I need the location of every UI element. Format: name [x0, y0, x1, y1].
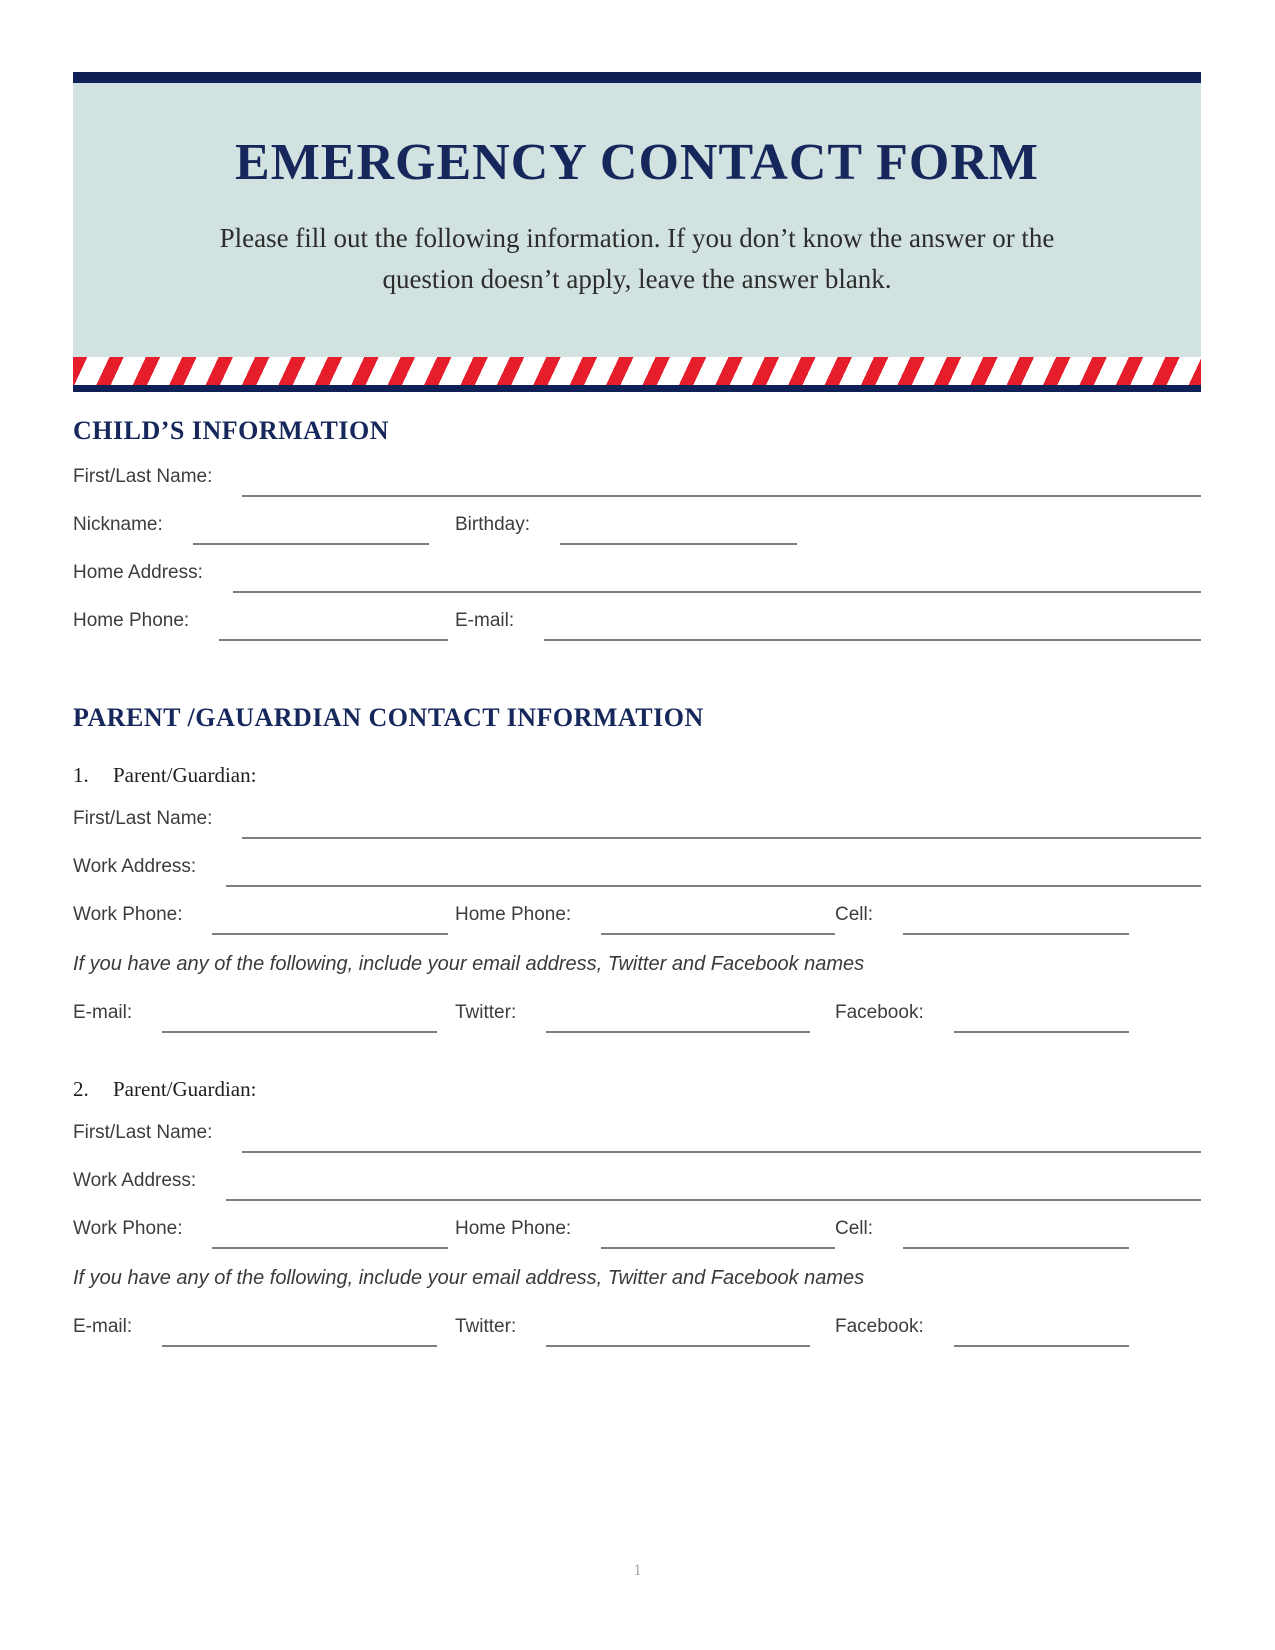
parent2-item — [73, 1077, 1201, 1102]
parent1-phones-row — [73, 888, 1201, 935]
parent2-cell-label: Cell: — [835, 1218, 874, 1239]
parent1-work-phone-field[interactable] — [212, 933, 448, 935]
child-first-last-name-field[interactable] — [242, 495, 1201, 497]
parent2-first-last-name-field[interactable] — [242, 1151, 1201, 1153]
parent1-item — [73, 763, 1201, 788]
parent2-facebook-field[interactable] — [954, 1345, 1129, 1347]
parent1-email-field[interactable] — [162, 1031, 437, 1033]
parent1-facebook-field[interactable] — [954, 1031, 1129, 1033]
child-home-address-row — [73, 546, 1201, 593]
parent2-home-phone-label: Home Phone: — [455, 1218, 572, 1239]
parent2-work-phone-field[interactable] — [212, 1247, 448, 1249]
child-home-phone-field[interactable] — [219, 639, 448, 641]
child-birthday-field[interactable] — [560, 543, 797, 545]
parent2-cell-field[interactable] — [903, 1247, 1129, 1249]
child-first-last-name-row — [73, 450, 1201, 497]
parent2-email-field[interactable] — [162, 1345, 437, 1347]
child-nickname-field[interactable] — [193, 543, 429, 545]
parent1-home-phone-label: Home Phone: — [455, 904, 572, 925]
parent1-twitter-label: Twitter: — [455, 1002, 517, 1023]
parent1-home-phone-field[interactable] — [601, 933, 835, 935]
parent1-work-address-label: Work Address: — [73, 856, 197, 877]
header-banner — [73, 83, 1201, 357]
header-subtitle — [103, 218, 1171, 299]
child-home-phone-email-row — [73, 594, 1201, 641]
parent1-work-address-field[interactable] — [226, 885, 1201, 887]
child-first-last-name-label: First/Last Name: — [73, 466, 213, 487]
parent2-title: Parent/Guardian: — [113, 1077, 257, 1101]
child-email-field[interactable] — [544, 639, 1201, 641]
parent1-first-last-name-row — [73, 792, 1201, 839]
parent1-social-note: If you have any of the following, include your email address, Twitter and Facebook names — [73, 953, 865, 975]
child-home-phone-label: Home Phone: — [73, 610, 190, 631]
parent2-social-row — [73, 1300, 1201, 1347]
parent1-social-row — [73, 986, 1201, 1033]
header-top-bar — [73, 72, 1201, 83]
parent2-home-phone-field[interactable] — [601, 1247, 835, 1249]
hazard-stripe-ribbon — [73, 357, 1201, 385]
parent1-work-address-row — [73, 840, 1201, 887]
child-email-label: E-mail: — [455, 610, 515, 631]
parent1-email-label: E-mail: — [73, 1002, 133, 1023]
parent1-number: 1. — [73, 763, 89, 787]
parent1-cell-label: Cell: — [835, 904, 874, 925]
header-bottom-bar — [73, 385, 1201, 392]
parent-section-heading: PARENT /GAUARDIAN CONTACT INFORMATION — [73, 703, 704, 732]
child-nickname-birthday-row — [73, 498, 1201, 545]
parent2-work-address-label: Work Address: — [73, 1170, 197, 1191]
child-home-address-label: Home Address: — [73, 562, 203, 583]
page-title: EMERGENCY CONTACT FORM — [235, 134, 1039, 191]
parent1-twitter-field[interactable] — [546, 1031, 810, 1033]
parent1-first-last-name-field[interactable] — [242, 837, 1201, 839]
parent2-email-label: E-mail: — [73, 1316, 133, 1337]
parent2-facebook-label: Facebook: — [835, 1316, 924, 1337]
parent2-social-note: If you have any of the following, include your email address, Twitter and Facebook names — [73, 1267, 865, 1289]
parent2-number: 2. — [73, 1077, 89, 1101]
parent1-work-phone-label: Work Phone: — [73, 904, 183, 925]
parent2-work-address-field[interactable] — [226, 1199, 1201, 1201]
child-birthday-label: Birthday: — [455, 514, 530, 535]
parent2-work-address-row — [73, 1154, 1201, 1201]
parent1-facebook-label: Facebook: — [835, 1002, 924, 1023]
child-nickname-label: Nickname: — [73, 514, 163, 535]
parent2-phones-row — [73, 1202, 1201, 1249]
parent1-cell-field[interactable] — [903, 933, 1129, 935]
child-section-heading: CHILD’S INFORMATION — [73, 416, 389, 445]
parent2-first-last-name-label: First/Last Name: — [73, 1122, 213, 1143]
parent2-first-last-name-row — [73, 1106, 1201, 1153]
header-subtitle-line2: question doesn’t apply, leave the answer blank. — [382, 263, 892, 294]
child-home-address-field[interactable] — [233, 591, 1201, 593]
parent2-work-phone-label: Work Phone: — [73, 1218, 183, 1239]
header-subtitle-line1: Please fill out the following information. If you don’t know the answer or the — [219, 223, 1055, 253]
page-number: 1 — [633, 1562, 642, 1579]
parent1-first-last-name-label: First/Last Name: — [73, 808, 213, 829]
parent2-twitter-field[interactable] — [546, 1345, 810, 1347]
page-content — [73, 0, 1201, 1347]
parent2-twitter-label: Twitter: — [455, 1316, 517, 1337]
parent1-title: Parent/Guardian: — [113, 763, 257, 787]
